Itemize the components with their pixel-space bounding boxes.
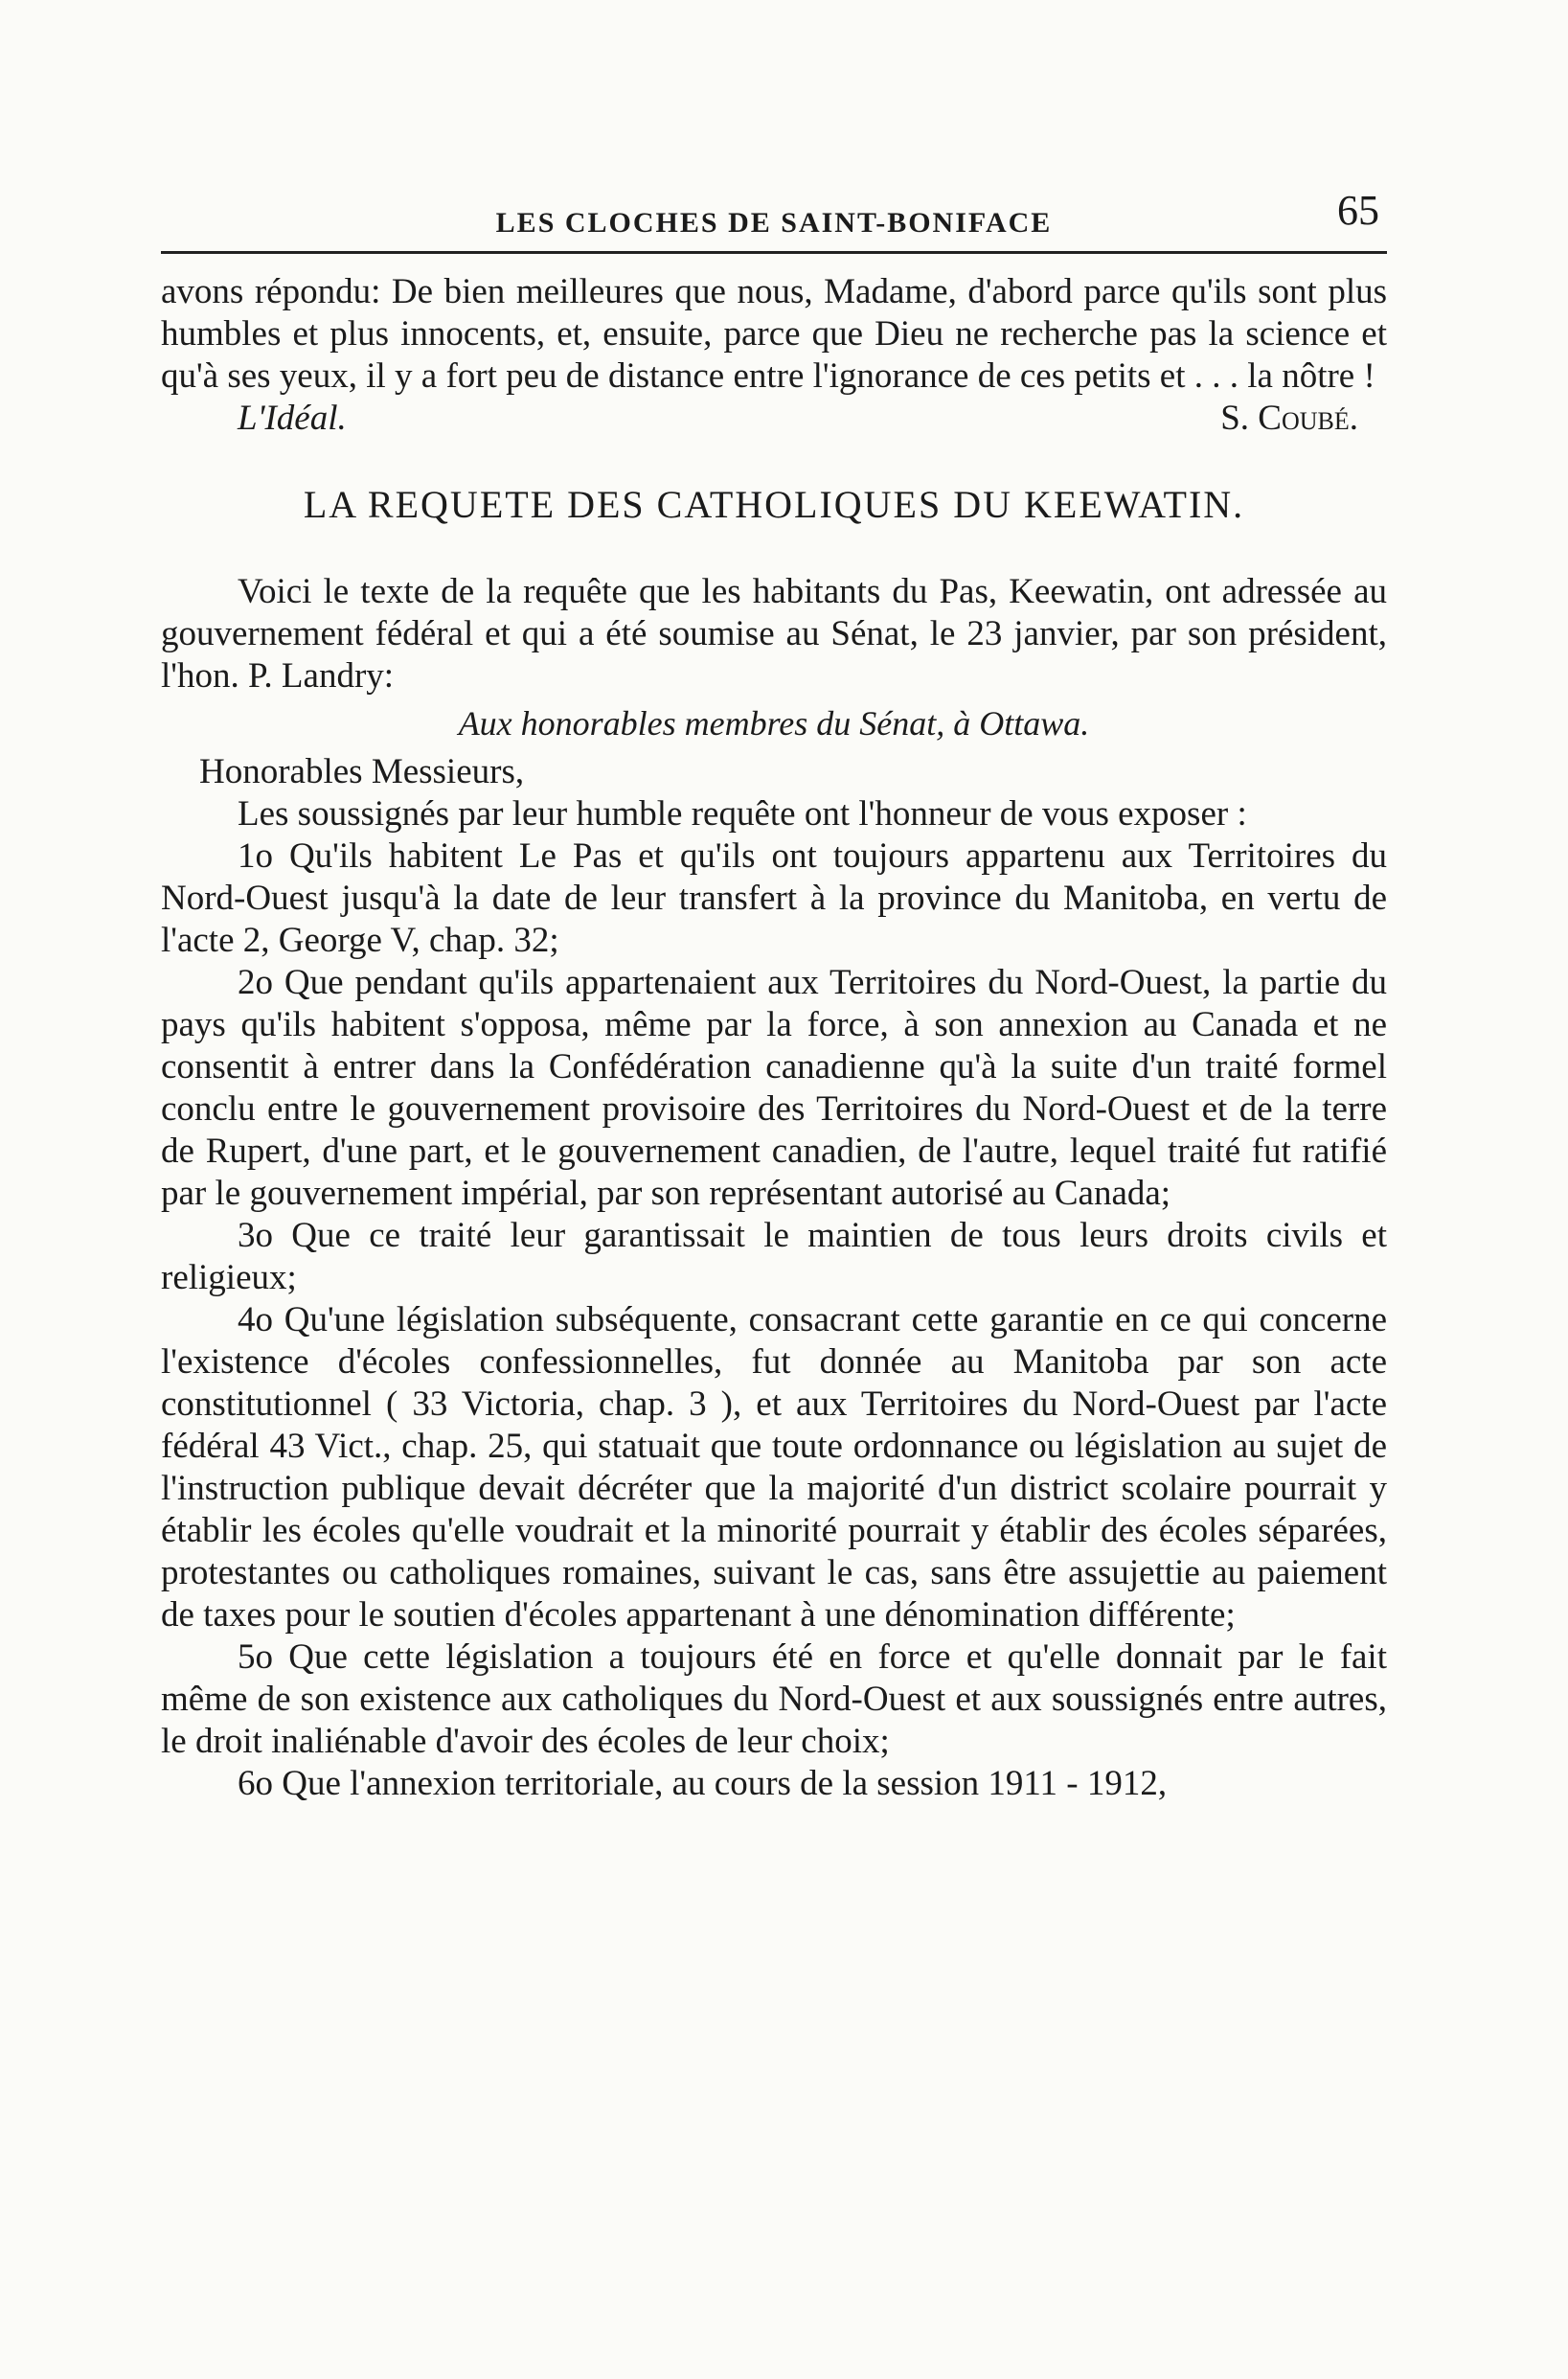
running-header <box>161 182 1387 240</box>
lead-paragraph: Voici le texte de la requête que les habitants du Pas, Keewatin, ont adressée au gouvernement fédéral et qui a été soumise au Sénat, le 23 janvier, par son président, l'hon. P. Landry: <box>161 572 1387 696</box>
header-rule <box>161 251 1387 254</box>
body-paragraph: 6o Que l'annexion territoriale, au cours de la session 1911 - 1912, <box>238 1764 1168 1803</box>
address-line: Aux honorables membres du Sénat, à Ottawa. <box>458 704 1090 743</box>
body-paragraph: 1o Qu'ils habitent Le Pas et qu'ils ont toujours appartenu aux Territoires du Nord-Ouest jusqu'à la date de leur transfert à la province du Manitoba, en vertu de l'acte 2, George V, chap. 32; <box>161 836 1387 960</box>
body-paragraph: 5o Que cette législation a toujours été en force et qu'elle donnait par le fait même de son existence aux catholiques du Nord-Ouest et aux soussignés entre autres, le droit inaliénable d'avoir des écoles de leur choix; <box>161 1637 1387 1761</box>
body-paragraph: Les soussignés par leur humble requête ont l'honneur de vous exposer : <box>238 794 1247 834</box>
running-title: LES CLOCHES DE SAINT-BONIFACE <box>495 207 1053 239</box>
body-paragraph: 4o Qu'une législation subséquente, consacrant cette garantie en ce qui concerne l'existence d'écoles confessionnelles, fut donnée au Manitoba par son acte constitutionnel ( 33 Victoria, chap. 3 ), et aux Territoires du Nord-Ouest par l'acte fédéral 43 Vict., chap. 25, qui statuait que toute ordonnance ou législation au sujet de l'instruction publique devait décréter que la majorité d'un district scolaire pourrait y établir les écoles qu'elle voudrait et la minorité pourrait y établir des écoles séparées, protestantes ou catholiques romaines, suivant le cas, sans être assujettie au paiement de taxes pour le soutien d'écoles appartenant à une dénomination différente; <box>161 1300 1387 1635</box>
signature-line <box>161 398 1387 442</box>
author-signature: S. Coubé. <box>1220 399 1358 438</box>
body-paragraph: 2o Que pendant qu'ils appartenaient aux Territoires du Nord-Ouest, la partie du pays qu'ils habitent s'opposa, même par la force, à son annexion au Canada et ne consentit à entrer dans la Confédération canadienne qu'à la suite d'un traité formel conclu entre le gouvernement provisoire des Territoires du Nord-Ouest et de la terre de Rupert, d'une part, et le gouvernement canadien, de l'autre, lequel traité fut ratifié par le gouvernement impérial, par son représentant autorisé au Canada; <box>161 963 1387 1213</box>
document-page <box>161 182 1387 1805</box>
section-title: LA REQUETE DES CATHOLIQUES DU KEEWATIN. <box>303 483 1245 526</box>
page-number: 65 <box>1337 187 1379 234</box>
source-citation: L'Idéal. <box>238 399 347 438</box>
intro-paragraph: avons répondu: De bien meilleures que nous, Madame, d'abord parce qu'ils sont plus humbles et plus innocents, et, ensuite, parce que Dieu ne recherche pas la science et qu'à ses yeux, il y a fort peu de distance entre l'ignorance de ces petits et . . . la nôtre ! <box>161 272 1387 396</box>
body-paragraph: 3o Que ce traité leur garantissait le maintien de tous leurs droits civils et religieux; <box>161 1216 1387 1297</box>
salutation: Honorables Messieurs, <box>199 752 525 791</box>
